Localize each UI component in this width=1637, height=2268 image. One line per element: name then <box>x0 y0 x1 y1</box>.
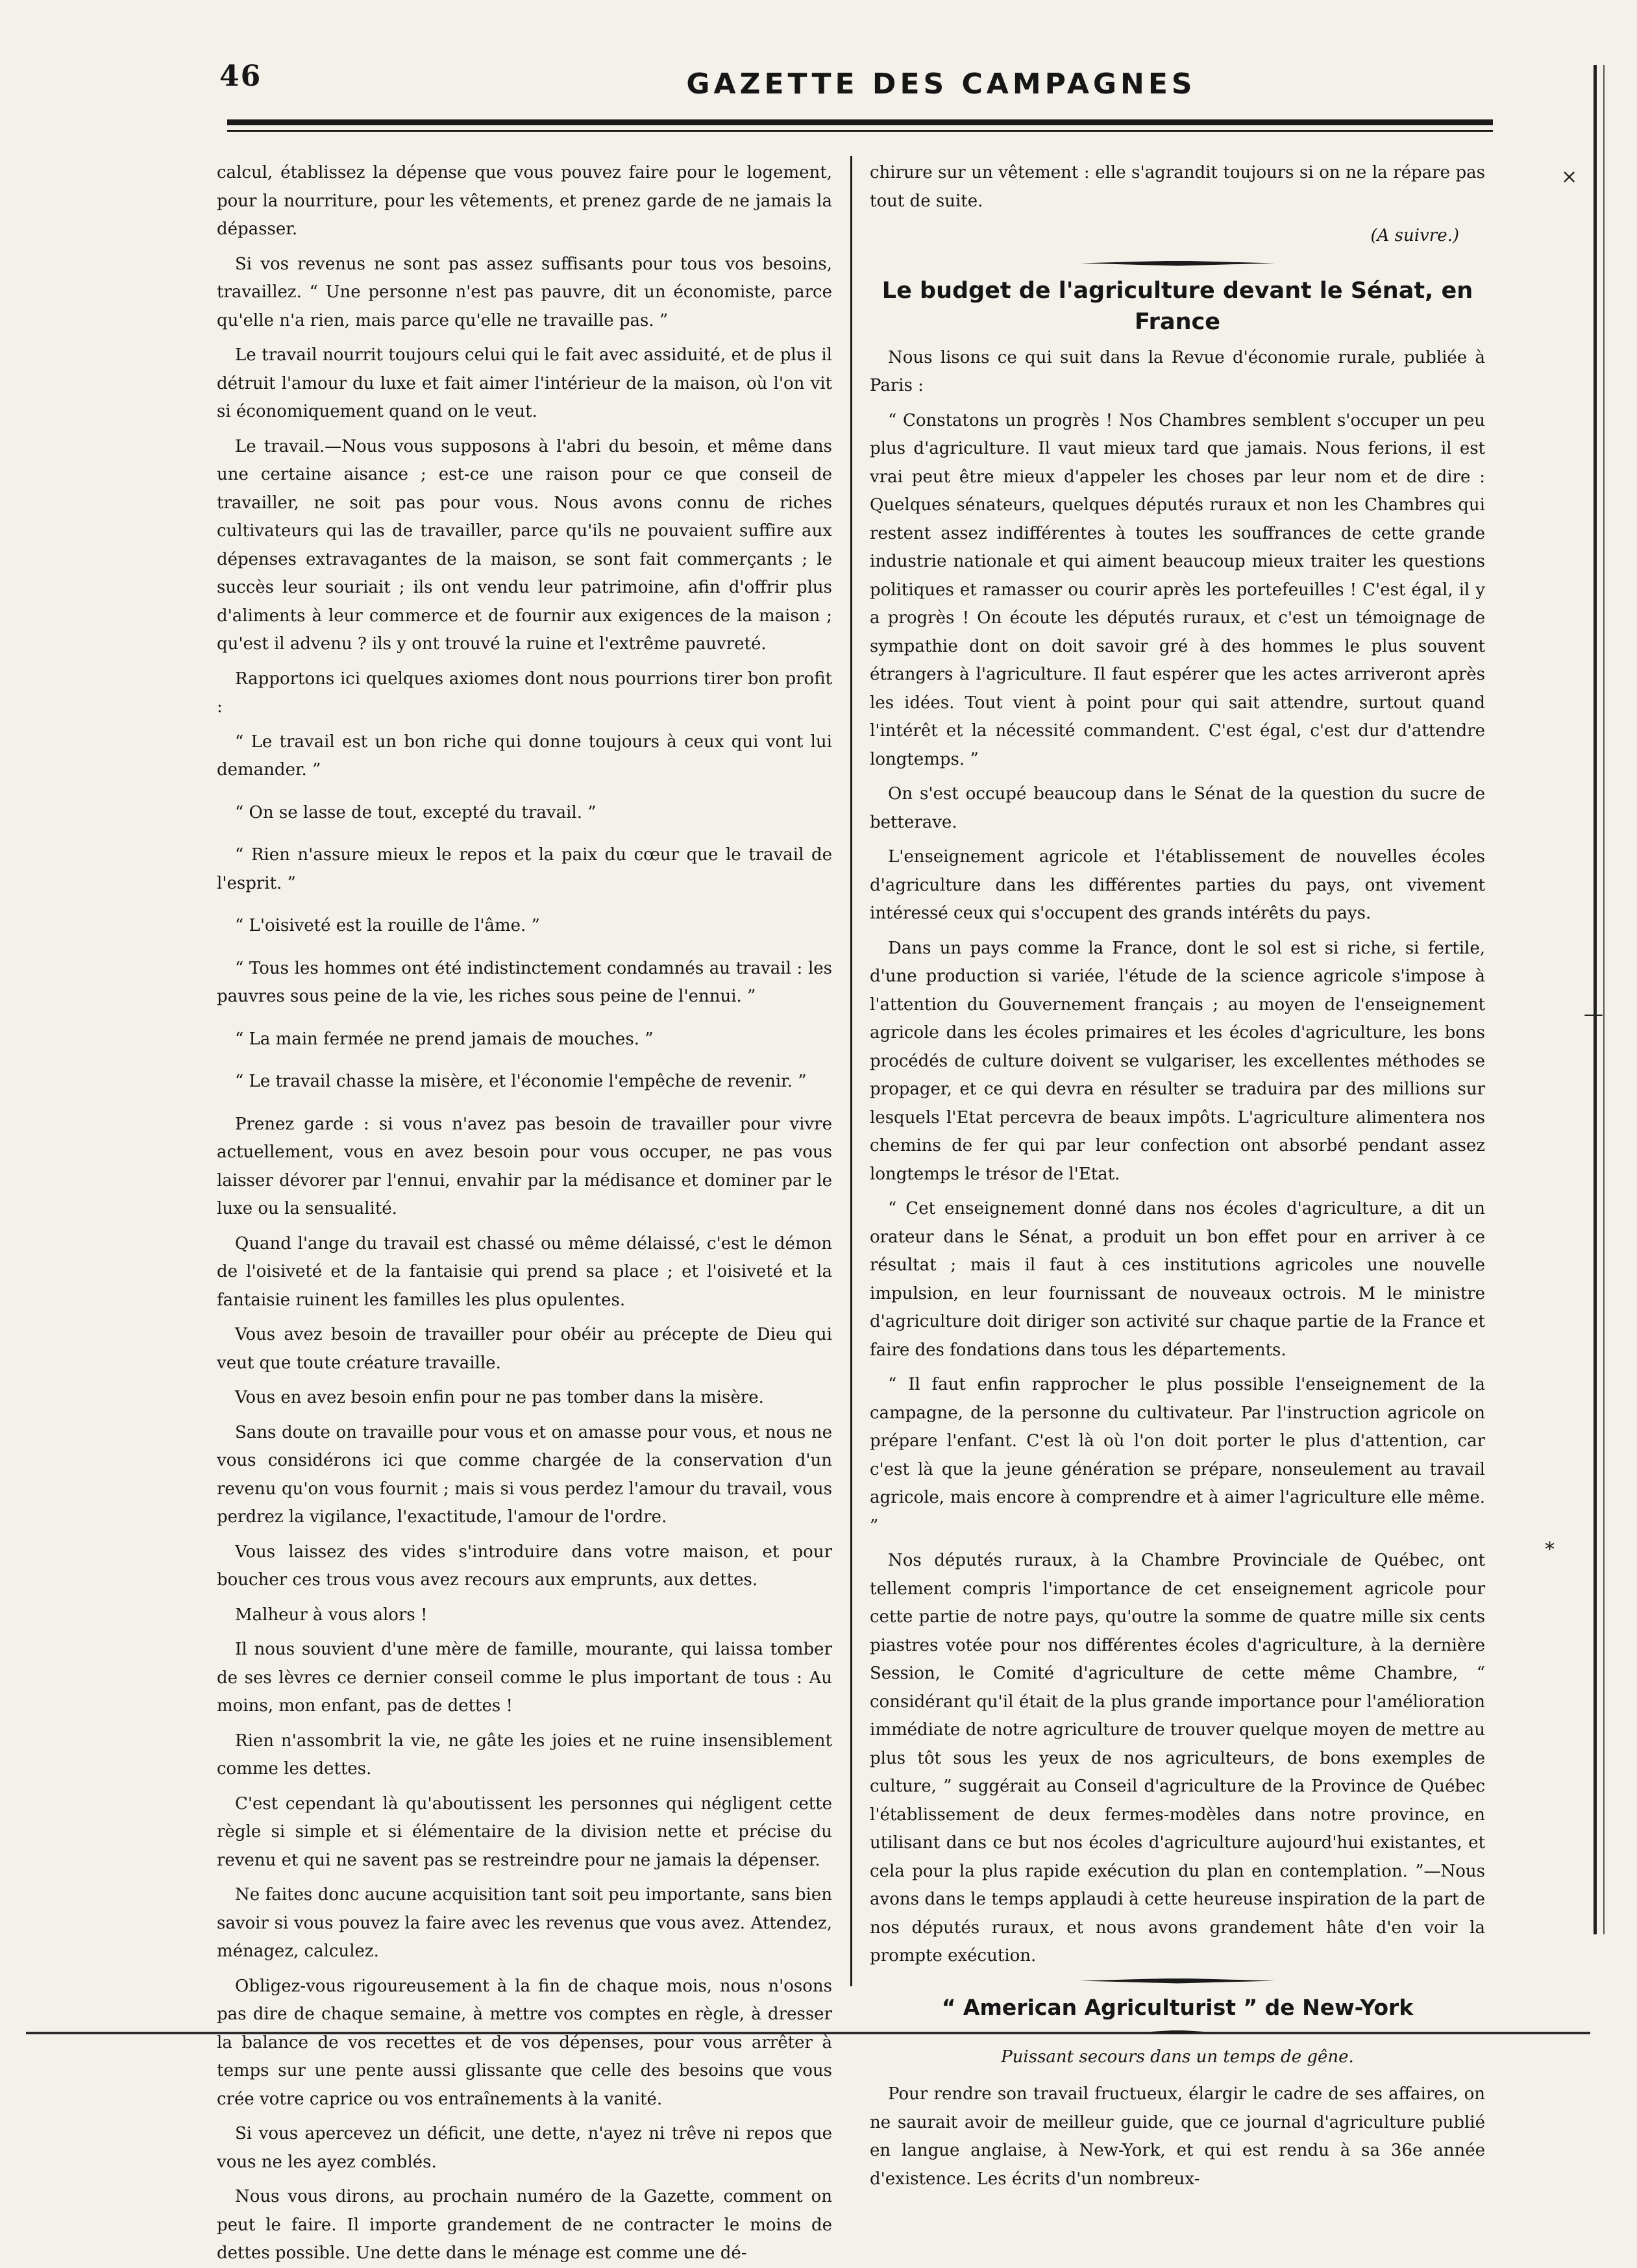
paragraph: Ne faites donc aucune acquisition tant soit peu importante, sans bien savoir si vous pouvez la faire avec les revenus que vous avez. Attendez, ménagez, calculez. <box>217 1885 832 1961</box>
axiom-quote: “ La main fermée ne prend jamais de mouches. ” <box>235 1029 654 1049</box>
paragraph: “ Il faut enfin rapprocher le plus possible l'enseignement de la campagne, de la personne du cultivateur. Par l'instruction agricole on prépare l'enfant. C'est là où l'on doit porter le plus d'attention, car c'est là que la jeune génération se prépare, nonseulement au travail agricole, mais encore à comprendre et à aimer l'agriculture elle même. ” <box>870 1375 1485 1536</box>
article-title-american-agriculturist: “ American Agriculturist ” de New-York <box>941 1994 1414 2020</box>
paragraph: Le travail.—Nous vous supposons à l'abri du besoin, et même dans une certaine aisance ; est-ce une raison pour ce que conseil de travailler, ne soit pas pour vous. Nous avons connu de riches cultivateurs qui las de travailler, parce qu'ils ne pouvaient suffire aux dépenses extravagantes de la maison, se sont fait commerçants ; le succès leur souriait ; ils ont vendu leur patrimoine, afin d'offrir plus d'aliments à leur commerce et de fournir aux exigences de la maison ; qu'est il advenu ? ils y ont trouvé la ruine et l'extrême pauvreté. <box>217 436 832 654</box>
paragraph: Nos députés ruraux, à la Chambre Provinciale de Québec, ont tellement compris l'importance de cet enseignement agricole pour cette partie de notre pays, qu'outre la somme de quatre mille six cents piastres votée pour nos différentes écoles d'agriculture, à la dernière Session, le Comité d'agriculture de cette même Chambre, “ considérant qu'il était de la plus grande importance pour l'amélioration immédiate de notre agriculture de trouver quelque moyen de mettre au plus tôt sous les yeux de nos agriculteurs, de bons exemples de culture, ” suggérait au Conseil d'agriculture de la Province de Québec l'établissement de deux fermes-modèles dans notre province, en utilisant dans ce but nos écoles d'agriculture aujourd'hui existantes, et cela pour la plus rapide exécution du plan en contemplation. ”—Nous avons dans le temps applaudi à cette heureuse inspiration de la part de nos députés ruraux, et nous avons grandement hâte d'en voir la prompte exécution. <box>870 1551 1485 1966</box>
section-ornament-rule <box>1080 261 1275 266</box>
right-column <box>870 159 1485 2189</box>
paragraph: Vous en avez besoin enfin pour ne pas tomber dans la misère. <box>235 1388 764 1407</box>
article-subtitle: Puissant secours dans un temps de gêne. <box>1001 2047 1354 2067</box>
header-rule-thick <box>227 119 1493 125</box>
axiom-quote: “ Rien n'assure mieux le repos et la paix du cœur que le travail de l'esprit. ” <box>217 845 832 893</box>
axiom-quote: “ On se lasse de tout, excepté du travail. ” <box>235 802 597 822</box>
section-ornament-rule <box>1080 1978 1275 1984</box>
margin-mark-dash: — <box>1584 1003 1603 1026</box>
masthead-title: GAZETTE DES CAMPAGNES <box>686 68 1196 101</box>
paragraph: calcul, établissez la dépense que vous pouvez faire pour le logement, pour la nourriture, pour les vêtements, et prenez garde de ne jamais la dépasser. <box>217 163 832 239</box>
paragraph: “ Cet enseignement donné dans nos écoles d'agriculture, a dit un orateur dans le Sénat, a produit un bon effet pour en arriver à ce résultat ; mais il faut à ces institutions agricoles une nouvelle impulsion, en leur fournissant de nouveaux octrois. M le ministre d'agriculture doit diriger son activité sur chaque partie de la France et faire des fondations dans tous les départements. <box>870 1199 1485 1360</box>
paragraph: Vous avez besoin de travailler pour obéir au précepte de Dieu qui veut que toute créature travaille. <box>217 1325 832 1373</box>
page-edge-line-thin <box>1603 65 1605 1934</box>
paragraph: Malheur à vous alors ! <box>235 1605 428 1625</box>
to-be-continued: (A suivre.) <box>1370 226 1459 245</box>
paragraph: On s'est occupé beaucoup dans le Sénat de la question du sucre de betterave. <box>870 784 1485 832</box>
paragraph: Si vous apercevez un déficit, une dette, n'ayez ni trêve ni repos que vous ne les ayez comblés. <box>217 2124 832 2172</box>
left-column <box>217 159 832 2263</box>
paragraph: Vous laissez des vides s'introduire dans votre maison, et pour boucher ces trous vous avez recours aux emprunts, aux dettes. <box>217 1542 832 1590</box>
column-separator <box>850 156 852 1986</box>
paragraph: “ Constatons un progrès ! Nos Chambres semblent s'occuper un peu plus d'agriculture. Il vaut mieux tard que jamais. Nous ferions, il est vrai peut être mieux d'appeler les choses par leur nom et de dire : Quelques sénateurs, quelques députés ruraux et non les Chambres qui restent assez indifférentes à toutes les souffrances de cette grande industrie nationale et qui aiment beaucoup mieux traiter les questions politiques et ramasser ou courir après les portefeuilles ! C'est égal, il y a progrès ! On écoute les députés ruraux, et c'est un témoignage de sympathie dont on doit savoir gré à des hommes le plus souvent étrangers à l'agriculture. Il faut espérer que les actes arriveront après les idées. Tout vient à point pour qui sait attendre, surtout quand l'intérêt et la nécessité commandent. C'est égal, c'est dur d'attendre longtemps. ” <box>870 410 1485 769</box>
paragraph: Il nous souvient d'une mère de famille, mourante, qui laissa tomber de ses lèvres ce dernier conseil comme le plus important de tous : Au moins, mon enfant, pas de dettes ! <box>217 1640 832 1716</box>
axiom-quote: “ Le travail chasse la misère, et l'économie l'empêche de revenir. ” <box>235 1072 807 1091</box>
paragraph: Pour rendre son travail fructueux, élargir le cadre de ses affaires, on ne saurait avoir de meilleur guide, que ce journal d'agriculture publié en langue anglaise, à New-York, et qui est rendu à sa 36e année d'existence. Les écrits d'un nombreux- <box>870 2084 1485 2189</box>
paragraph: Obligez-vous rigoureusement à la fin de chaque mois, nous n'osons pas dire de chaque semaine, à mettre vos comptes en règle, à dresser la balance de vos recettes et de vos dépenses, pour vous arrêter à temps sur une pente aussi glissante que celle des besoins que vous crée votre caprice ou vos entraînements à la vanité. <box>217 1976 832 2109</box>
page-number: 46 <box>219 60 262 93</box>
paragraph: Rien n'assombrit la vie, ne gâte les joies et ne ruine insensiblement comme les dettes. <box>217 1731 832 1779</box>
header-rule-thin <box>227 130 1493 132</box>
paragraph: Nous lisons ce qui suit dans la Revue d'économie rurale, publiée à Paris : <box>870 347 1485 395</box>
paragraph-continuation: chirure sur un vêtement : elle s'agrandit toujours si on ne la répare pas tout de suite. <box>870 163 1485 211</box>
article-title-budget: Le budget de l'agriculture devant le Sénat, en France <box>881 277 1473 335</box>
axiom-quote: “ Le travail est un bon riche qui donne toujours à ceux qui vont lui demander. ” <box>217 732 832 780</box>
paragraph: Sans doute on travaille pour vous et on amasse pour vous, et nous ne vous considérons ici que comme chargée de la conservation d'un revenu qu'on vous fournit ; mais si vous perdez l'amour du travail, vous perdrez la vigilance, l'exactitude, l'amour de l'ordre. <box>217 1422 832 1527</box>
axiom-quote: “ L'oisiveté est la rouille de l'âme. ” <box>235 916 540 935</box>
paragraph: Le travail nourrit toujours celui qui le fait avec assiduité, et de plus il détruit l'amour du luxe et fait aimer l'intérieur de la maison, où l'on vit si économiquement quand on le veut. <box>217 345 832 421</box>
paragraph: C'est cependant là qu'aboutissent les personnes qui négligent cette règle si simple et si élémentaire de la division nette et précise du revenu et qui ne savent pas se restreindre pour ne jamais la dépenser. <box>217 1793 832 1870</box>
paragraph: Nous vous dirons, au prochain numéro de la Gazette, comment on peut le faire. Il importe grandement de ne contracter le moins de dettes possible. Une dette dans le ménage est comme une dé- <box>217 2187 832 2263</box>
margin-mark-x: × <box>1561 166 1578 188</box>
paragraph: Rapportons ici quelques axiomes dont nous pourrions tirer bon profit : <box>217 669 832 717</box>
paragraph: Quand l'ange du travail est chassé ou même délaissé, c'est le démon de l'oisiveté et de la fantaisie qui prend sa place ; et l'oisiveté et la fantaisie ruinent les familles les plus opulentes. <box>217 1233 832 1310</box>
paragraph: Dans un pays comme la France, dont le sol est si riche, si fertile, d'une production si variée, l'étude de la science agricole s'impose à l'attention du Gouvernement français ; au moyen de l'enseignement agricole dans les écoles primaires et les écoles d'agriculture, les bons procédés de culture doivent se vulgariser, les excellentes méthodes se propager, et ce qui devra en résulter se traduira par des millions sur lesquels l'Etat percevra de beaux impôts. L'agriculture alimentera nos chemins de fer qui par leur confection ont absorbé pendant assez longtemps le trésor de l'Etat. <box>870 938 1485 1184</box>
paragraph: L'enseignement agricole et l'établissement de nouvelles écoles d'agriculture dans les différentes parties du pays, ont vivement intéressé ceux qui s'occupent des grands intérêts du pays. <box>870 847 1485 923</box>
axiom-quote: “ Tous les hommes ont été indistinctement condamnés au travail : les pauvres sous peine de la vie, les riches sous peine de l'ennui. ” <box>217 958 832 1006</box>
paragraph: Si vos revenus ne sont pas assez suffisants pour tous vos besoins, travaillez. “ Une personne n'est pas pauvre, dit un économiste, parce qu'elle n'a rien, mais parce qu'elle ne travaille pas. ” <box>217 254 832 330</box>
paragraph: Prenez garde : si vous n'avez pas besoin de travailler pour vivre actuellement, vous en avez besoin pour vous occuper, ne pas vous laisser dévorer par l'ennui, envahir par la médisance et dominer par le luxe ou la sensualité. <box>217 1114 832 1218</box>
page-edge-line <box>1594 65 1597 1934</box>
margin-mark-star: * <box>1545 1538 1555 1561</box>
